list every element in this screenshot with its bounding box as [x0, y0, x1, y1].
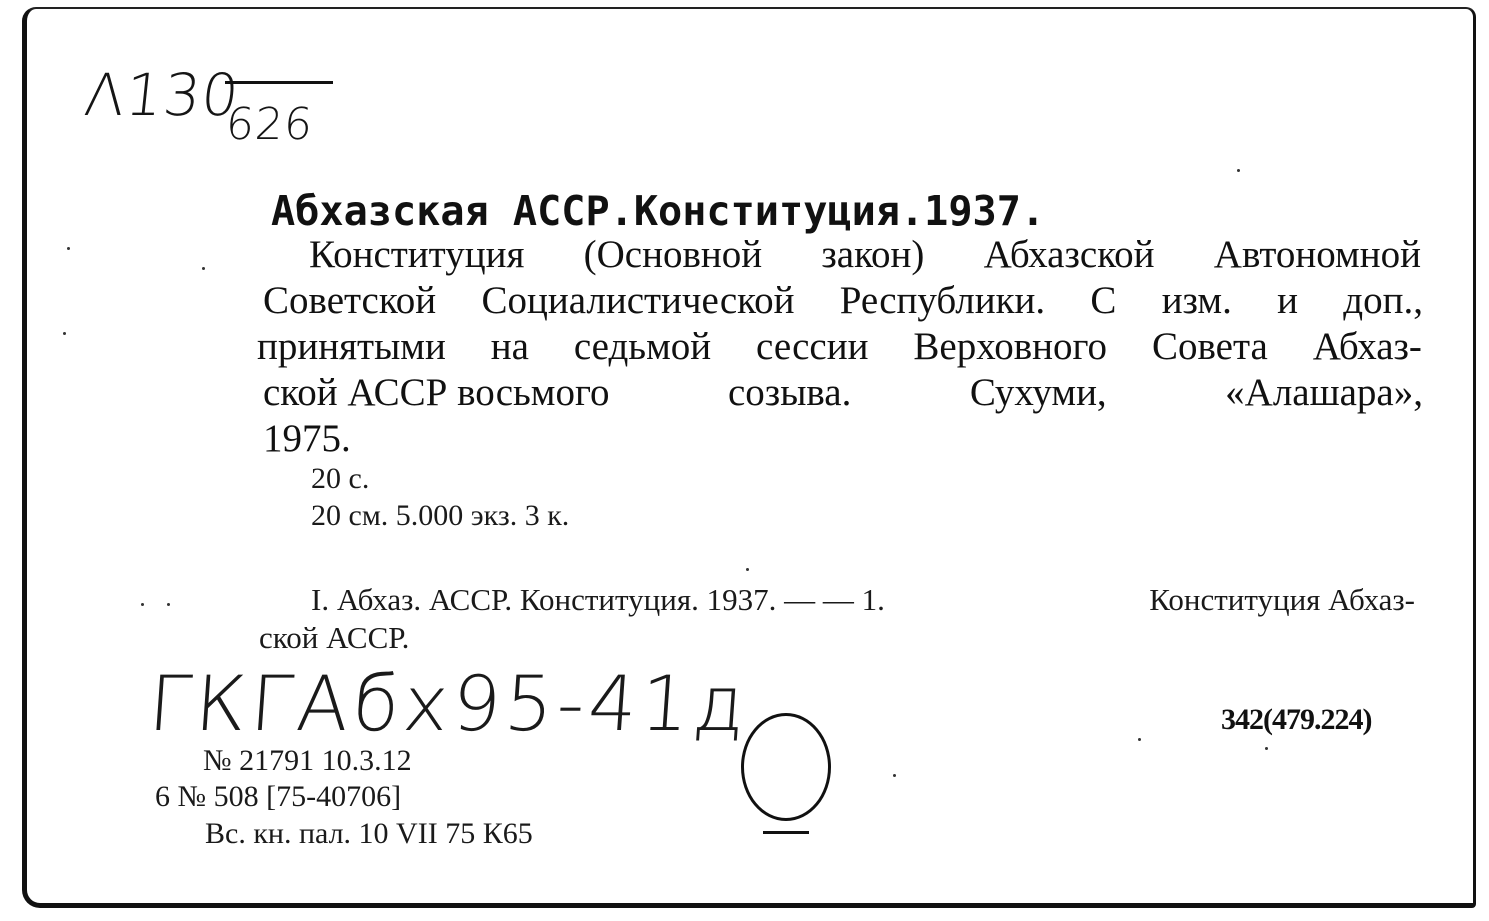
physical-description: 20 см. 5.000 экз. 3 к. — [311, 499, 570, 532]
subject-line-2: ской АССР. — [259, 620, 410, 655]
page-count: 20 с. — [311, 462, 370, 495]
description-line-2 — [263, 278, 1423, 324]
word: Советской — [263, 279, 437, 322]
catalog-card — [22, 7, 1476, 908]
word: Верховного — [913, 325, 1108, 368]
speck — [1237, 169, 1240, 172]
word: и — [1277, 279, 1298, 322]
word: Абхазской — [983, 233, 1155, 276]
speck — [141, 603, 144, 606]
word: Совета — [1151, 325, 1268, 368]
description-line-5: 1975. — [263, 417, 351, 460]
registration-line-2: 6 № 508 [75-40706] — [155, 780, 402, 813]
description-line-4 — [263, 370, 1423, 416]
shelf-mark: Λ130 — [81, 61, 243, 129]
card-heading: Абхазская АССР.Конституция.1937. — [271, 187, 1046, 235]
word: Автономной — [1213, 233, 1421, 276]
word: изм. — [1161, 279, 1232, 322]
word: С — [1090, 279, 1117, 322]
word: Абхаз- — [1312, 325, 1422, 368]
description-line-3 — [257, 324, 1422, 370]
word: Социалистической — [481, 279, 795, 322]
word: седьмой — [573, 325, 712, 368]
subject-line-1 — [311, 582, 1415, 618]
subject-heading: I. Абхаз. АССР. Конституция. 1937. — — 1. — [311, 582, 885, 617]
speck — [63, 332, 66, 335]
speck — [1265, 747, 1268, 750]
word: закон) — [821, 233, 925, 276]
shelf-mark-number: 626 — [224, 99, 315, 150]
speck — [67, 247, 70, 250]
word: «Алашара», — [1225, 371, 1423, 414]
word: доп., — [1343, 279, 1423, 322]
subject-heading-2: Конституция Абхаз- — [1149, 582, 1415, 617]
speck — [746, 568, 749, 571]
word: Сухуми, — [969, 371, 1107, 414]
word: созыва. — [727, 371, 852, 414]
description-line-1 — [309, 232, 1421, 278]
classification-index: 342(479.224) — [1221, 703, 1372, 736]
speck — [1138, 738, 1141, 741]
speck — [167, 603, 170, 606]
shelf-mark-divider — [225, 81, 333, 84]
registration-line-3: Вс. кн. пал. 10 VII 75 К65 — [205, 817, 533, 850]
word: принятыми — [257, 325, 446, 368]
word: (Основной — [583, 233, 763, 276]
word: ской АССР восьмого — [263, 371, 610, 414]
speck — [893, 774, 896, 777]
word: на — [490, 325, 529, 368]
speck — [202, 267, 205, 270]
archive-code: ГКГАбх95-41д — [145, 659, 752, 748]
circle-mark-icon — [741, 713, 831, 821]
circle-underline — [763, 831, 809, 834]
word: сессии — [756, 325, 869, 368]
word: Республики. — [839, 279, 1046, 322]
registration-line-1: № 21791 10.3.12 — [203, 744, 412, 777]
word: Конституция — [309, 233, 525, 276]
